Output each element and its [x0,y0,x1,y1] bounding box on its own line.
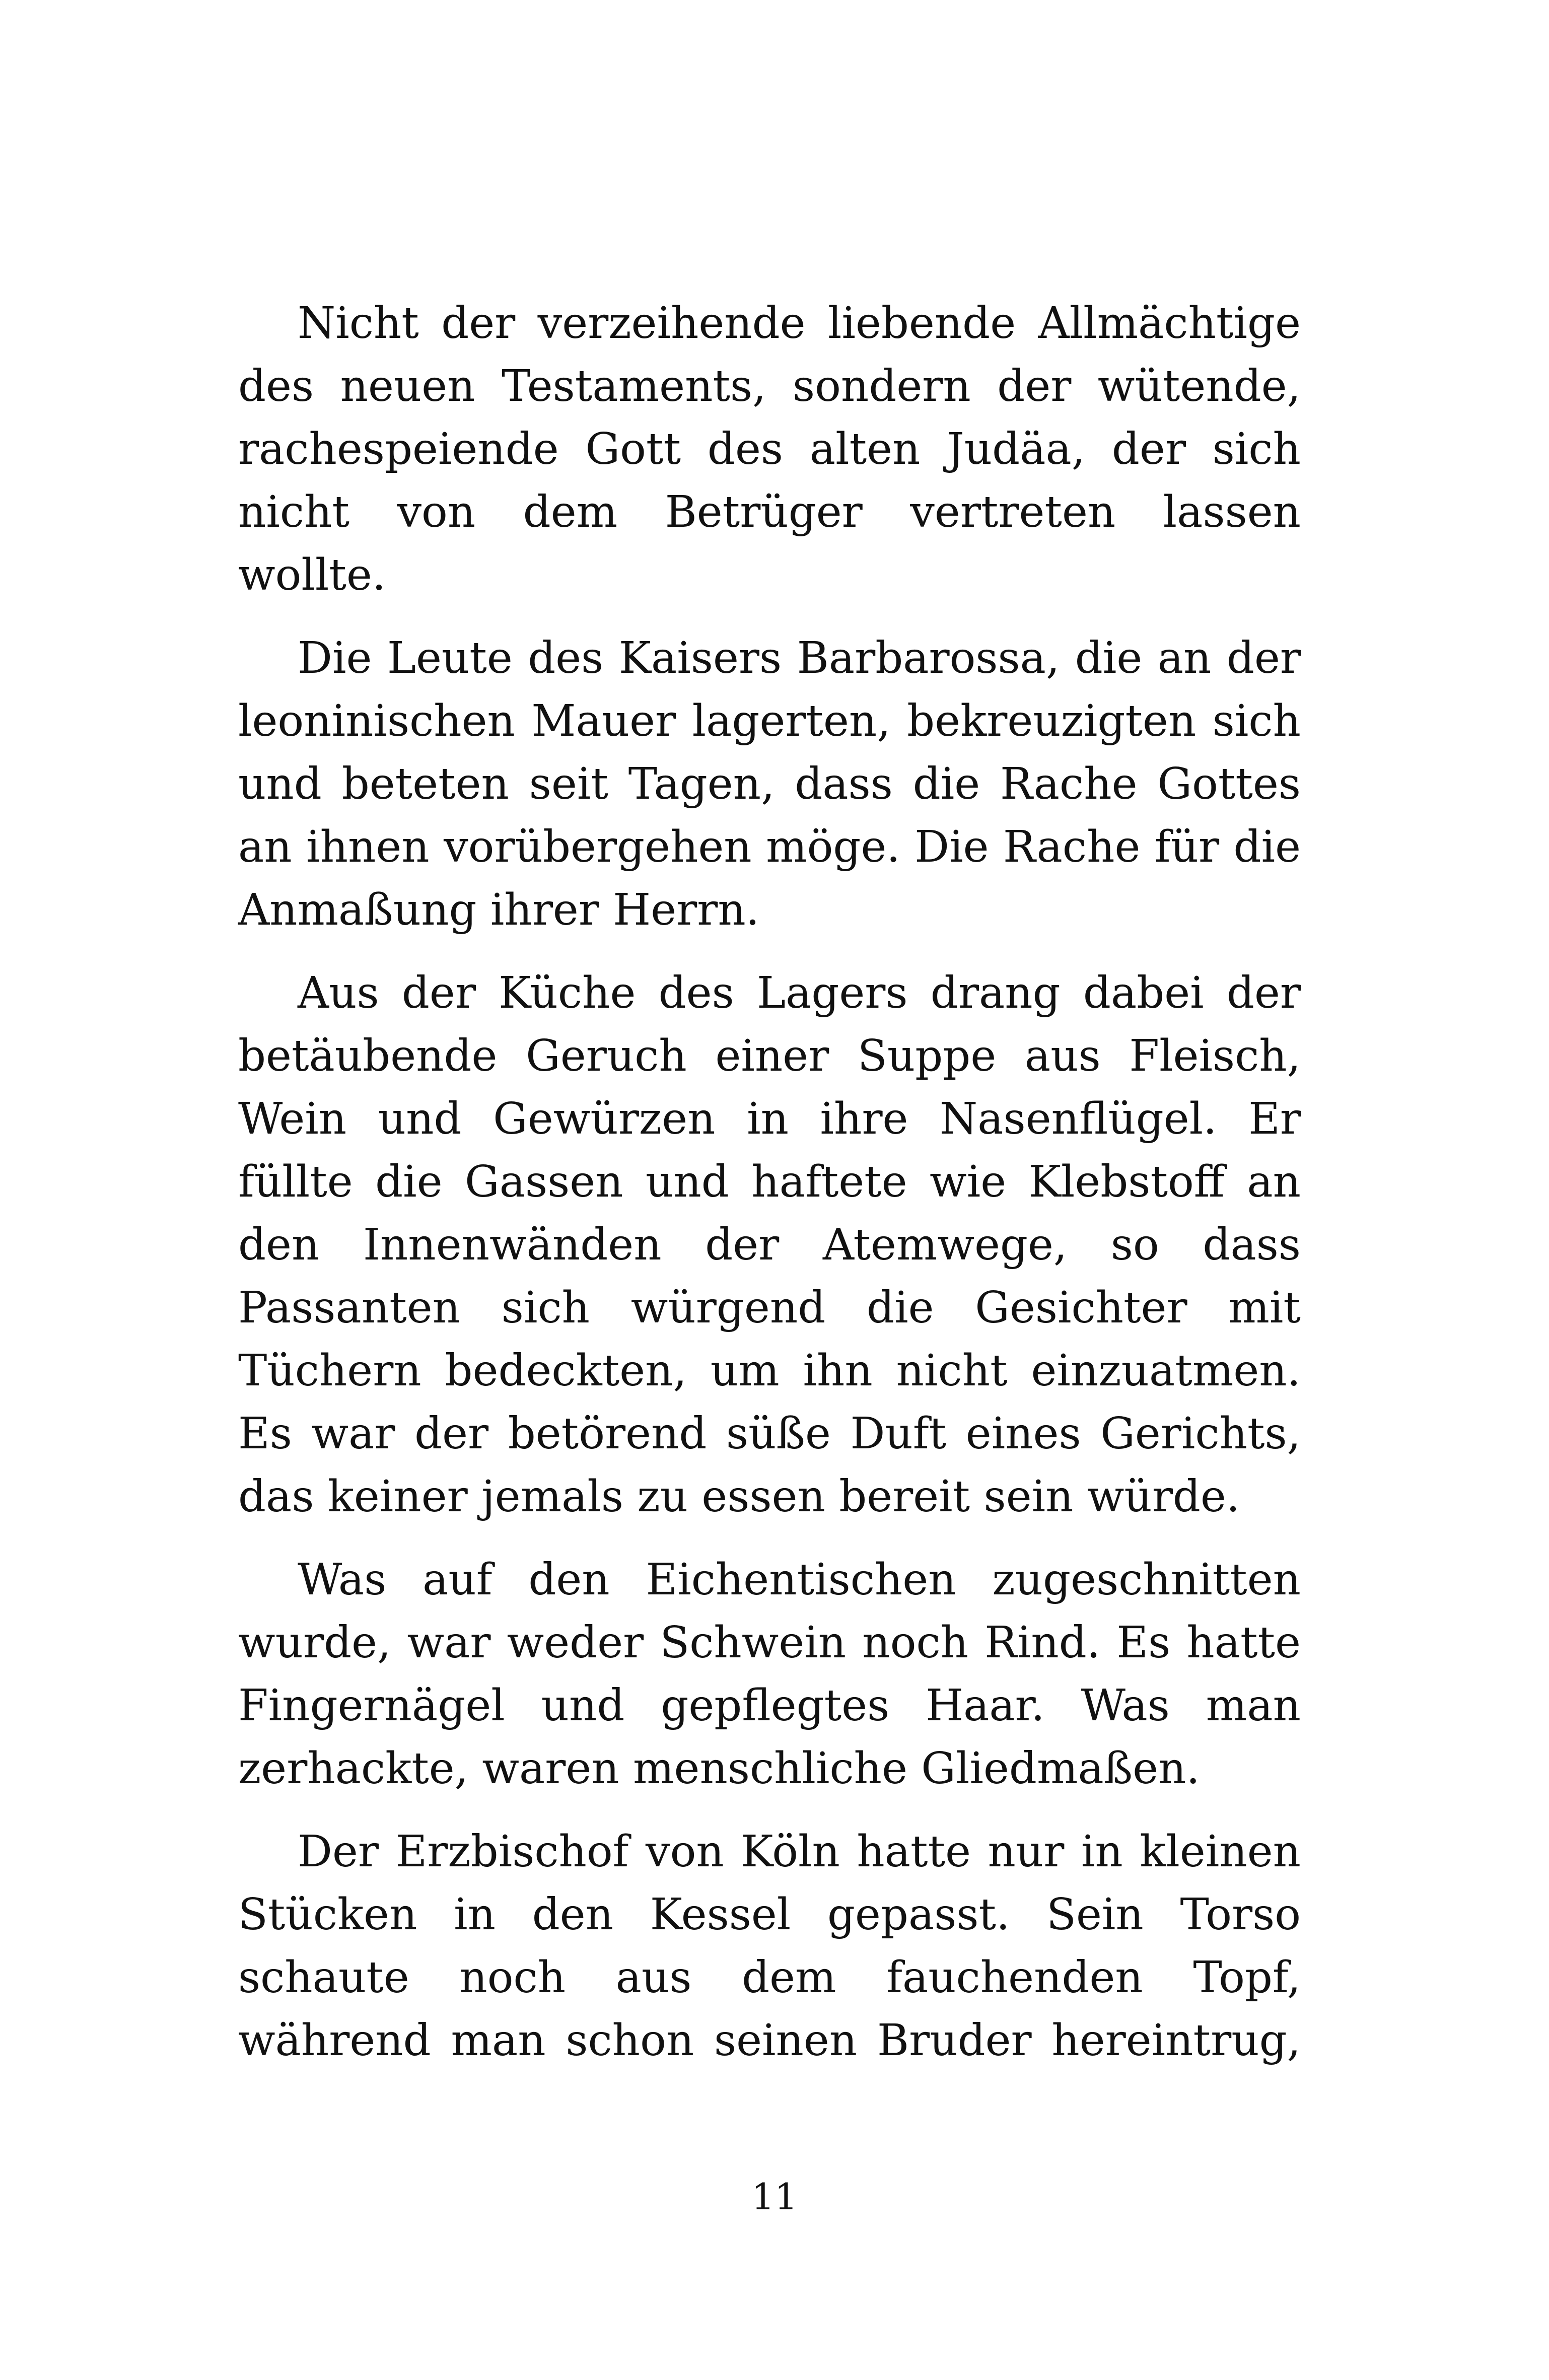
paragraph-line: wollte. [238,550,386,600]
paragraph-4 [238,1549,1301,1800]
paragraph-1 [238,292,1301,607]
paragraph-line: Anmaßung ihrer Herrn. [238,885,760,935]
paragraph-line: des neuen Testaments, sondern der wütende, [238,361,1301,411]
paragraph-line: wurde, war weder Schwein noch Rind. Es hatte [238,1618,1301,1668]
paragraph-line: Nicht der verzeihende liebende Allmächtige [298,298,1301,348]
paragraph-5 [238,1821,1301,2072]
paragraph-line: nicht von dem Betrüger vertreten lassen [238,487,1301,537]
paragraph-line: füllte die Gassen und haftete wie Klebstoff an [238,1157,1301,1207]
paragraph-line: betäubende Geruch einer Suppe aus Fleisch, [238,1031,1301,1081]
paragraph-line: Tüchern bedeckten, um ihn nicht einzuatmen. [238,1346,1301,1396]
paragraph-2 [238,627,1301,942]
paragraph-line: zerhackte, waren menschliche Gliedmaßen. [238,1743,1200,1794]
page-number: 11 [751,2176,798,2218]
paragraph-line: leoninischen Mauer lagerten, bekreuzigten sich [238,696,1301,746]
paragraph-line: Der Erzbischof von Köln hatte nur in kleinen [298,1827,1301,1877]
paragraph-line: Fingernägel und gepflegtes Haar. Was man [238,1681,1301,1731]
paragraph-line: rachespeiende Gott des alten Judäa, der sich [238,424,1301,474]
paragraph-line: Passanten sich würgend die Gesichter mit [238,1283,1301,1333]
paragraph-line: während man schon seinen Bruder hereintrug, [238,2015,1301,2066]
paragraph-line: schaute noch aus dem fauchenden Topf, [238,1952,1301,2003]
paragraph-line: Wein und Gewürzen in ihre Nasenflügel. Er [238,1094,1301,1144]
paragraph-line: Stücken in den Kessel gepasst. Sein Torso [238,1889,1301,1940]
paragraph-line: Aus der Küche des Lagers drang dabei der [298,968,1301,1018]
paragraph-line: Es war der betörend süße Duft eines Gerichts, [238,1409,1301,1459]
paragraph-line: das keiner jemals zu essen bereit sein würde. [238,1472,1240,1522]
paragraph-line: Die Leute des Kaisers Barbarossa, die an der [298,633,1301,683]
paragraph-3 [238,962,1301,1528]
paragraph-line: und beteten seit Tagen, dass die Rache Gottes [238,759,1301,809]
body-text [238,292,1301,2092]
paragraph-line: an ihnen vorübergehen möge. Die Rache für die [238,822,1301,872]
paragraph-line: Was auf den Eichentischen zugeschnitten [298,1555,1301,1605]
paragraph-line: den Innenwänden der Atemwege, so dass [238,1220,1301,1270]
